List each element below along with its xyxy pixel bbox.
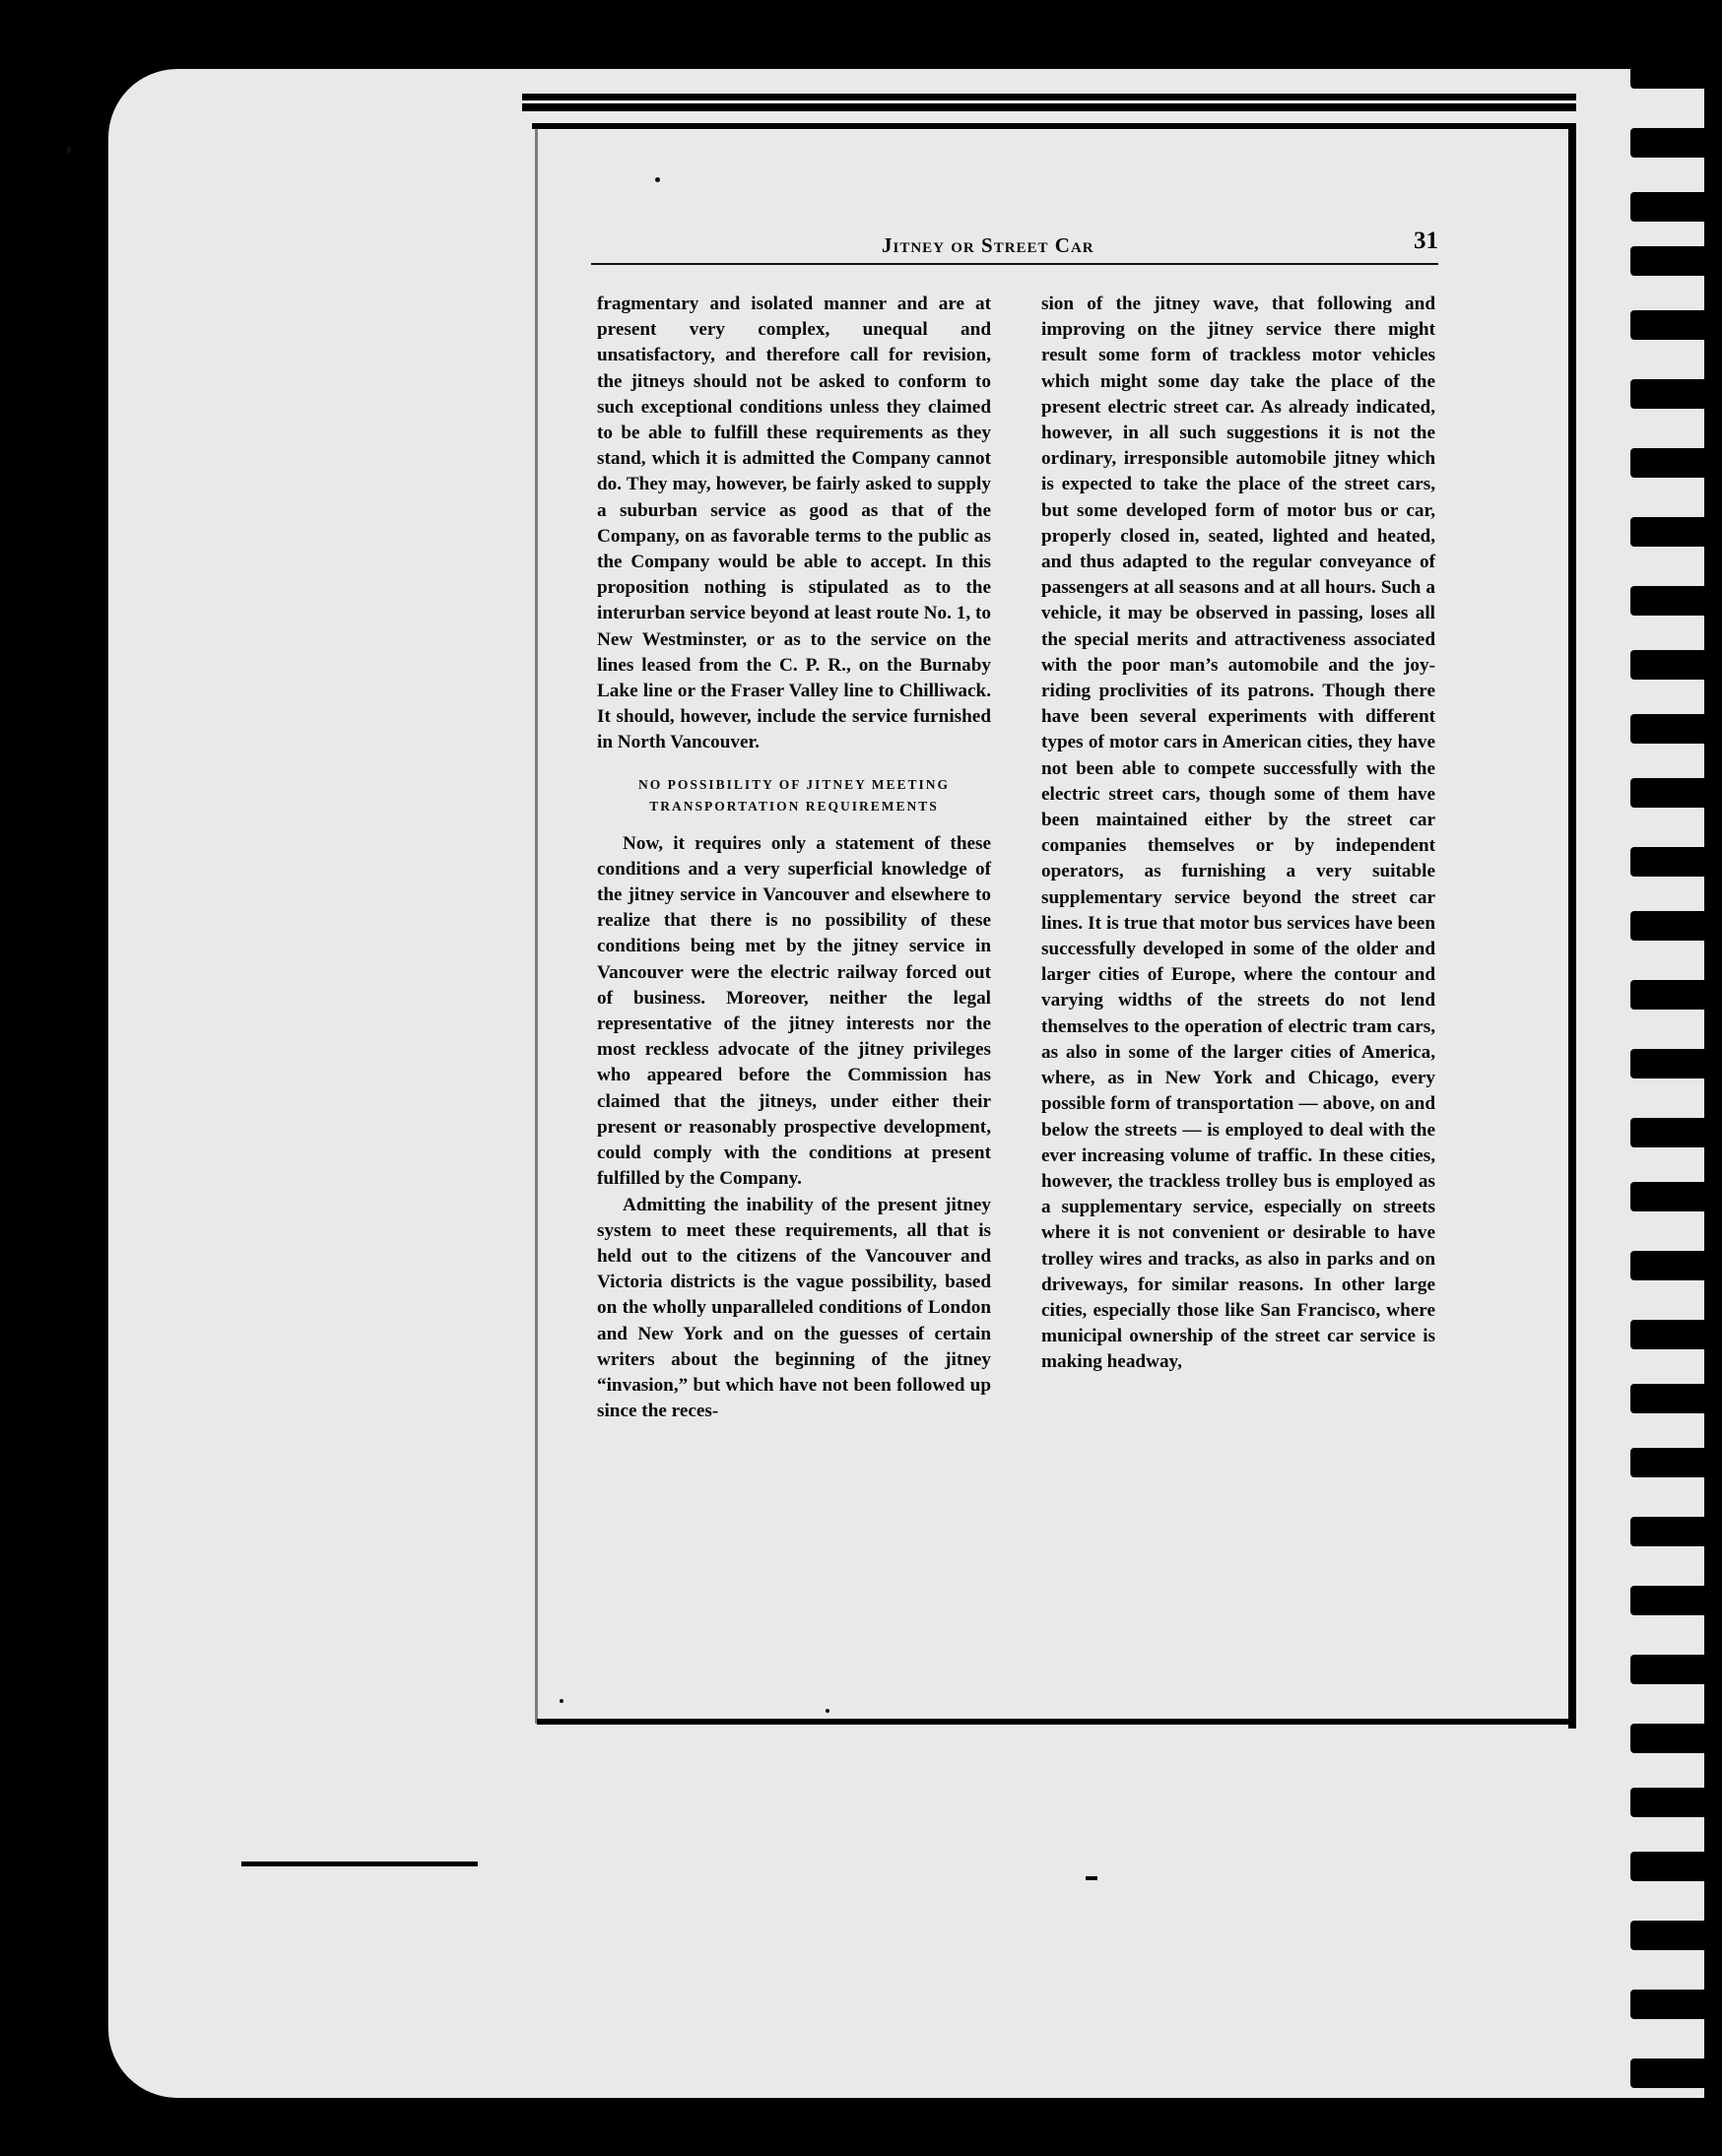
left-column xyxy=(597,292,991,1424)
page-frame-left xyxy=(535,128,538,1724)
speck xyxy=(826,1709,829,1713)
stray-dash xyxy=(1086,1876,1097,1880)
speck xyxy=(655,177,660,182)
right-column xyxy=(1041,292,1435,1376)
section-heading xyxy=(597,774,991,817)
page-frame-right xyxy=(1568,128,1576,1729)
running-header xyxy=(591,228,1438,265)
page-edge-top xyxy=(522,94,1576,111)
section-heading-line-1: NO POSSIBILITY OF JITNEY MEETING xyxy=(637,776,951,792)
binding-spine xyxy=(1630,59,1722,2108)
stray-rule xyxy=(241,1862,478,1866)
page-edge-top-rule xyxy=(532,123,1576,129)
section-heading-line-2: TRANSPORTATION REQUIREMENTS xyxy=(649,798,939,814)
left-paragraph-3: Admitting the inability of the present jitney system to meet these requirements, all that is held out to the citizens of the Vancouver and Victoria districts is the vague possibility, based on the wholly unparalleled conditions of London and New York and on the guesses of certain writers about the beginning of the jitney “invasion,” but which have not been followed up since the reces- xyxy=(597,1194,991,1422)
speck xyxy=(560,1699,563,1703)
speck xyxy=(67,146,71,154)
left-paragraph-2: Now, it requires only a statement of these conditions and a very superficial knowledge of the jitney service in Vancouver and elsewhere to realize that there is no possibility of these conditions being met by the jitney service in Vancouver were the electric railway forced out of business. Moreover, neither the legal representative of the jitney interests nor the most reckless advocate of the jitney privileges who appeared before the Commission has claimed that the jitneys, under either their present or reasonably prospective development, could comply with the conditions at present fulfilled by the Company. xyxy=(597,832,991,1190)
running-title: Jitney or Street Car xyxy=(882,233,1094,257)
page-bottom-rule xyxy=(537,1719,1576,1725)
left-paragraph-1: fragmentary and isolated manner and are at present very complex, unequal and unsatisfactory, and therefore call for revision, the jitneys should not be asked to conform to such exceptional conditions unless they claimed to be able to fulfill these requirements as they stand, which it is admitted the Company cannot do. They may, however, be fairly asked to supply a suburban service as good as that of the Company, on as favorable terms to the public as the Company would be able to accept. In this proposition nothing is stipulated as to the interurban service beyond at least route No. 1, to New Westminster, or as to the service on the lines leased from the C. P. R., on the Burnaby Lake line or the Fraser Valley line to Chilliwack. It should, however, include the service furnished in North Vancouver. xyxy=(597,294,991,753)
page-number: 31 xyxy=(1414,228,1438,254)
right-paragraph-1: sion of the jitney wave, that following and improving on the jitney service there might result some form of trackless motor vehicles which might some day take the place of the present electric street car. As already indicated, however, in all such suggestions it is not the ordinary, irresponsible automobile jitney which is expected to take the place of the street cars, but some developed form of motor bus or car, properly closed in, seated, lighted and heated, and thus adapted to the regular conveyance of passengers at all seasons and at all hours. Such a vehicle, it may be observed in passing, loses all the special merits and attractiveness associated with the poor man’s automobile and the joy-riding proclivities of its patrons. Though there have been several experiments with different types of motor cars in American cities, they have not been able to compete successfully with the electric street cars, though some of them have been maintained either by the street car companies themselves or by independent operators, as furnishing a very suitable supplementary service beyond the street car lines. It is true that motor bus services have been successfully developed in some of the older and larger cities of Europe, where the contour and varying widths of the streets do not lend themselves to the operation of electric tram cars, as also in some of the larger cities of America, where, as in New York and Chicago, every possible form of transportation — above, on and below the streets — is employed to deal with the ever increasing volume of traffic. In these cities, however, the trackless trolley bus is employed as a supplementary service, especially on streets where it is not convenient or desirable to have trolley wires and tracks, as also in parks and on driveways, for similar reasons. In other large cities, especially those like San Francisco, where municipal ownership of the street car service is making headway, xyxy=(1041,294,1435,1373)
